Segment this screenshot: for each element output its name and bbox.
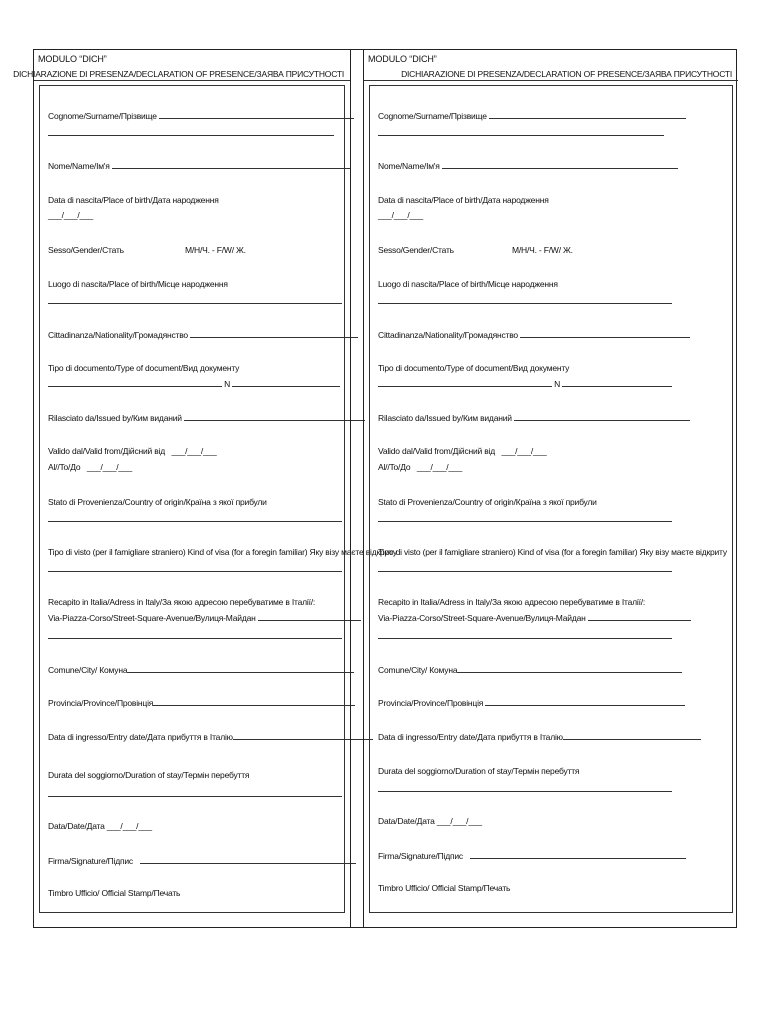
- province-field[interactable]: Provincia/Province/Провінція: [378, 697, 685, 708]
- visa-field[interactable]: Tipo di visto (per il famigliare straniero) Kind of visa (for a foregin familiar) Яку візу маєте відкриту: [48, 547, 397, 557]
- form-title: DICHIARAZIONE DI PRESENZA/DECLARATION OF PRESENCE/ЗАЯВА ПРИСУТНОСТІ: [13, 69, 344, 79]
- entry-date-field[interactable]: Data di ingresso/Entry date/Дата прибуття в Італію: [378, 731, 701, 742]
- form-header: [13, 50, 350, 81]
- origin-rule: [48, 521, 342, 522]
- pob-field[interactable]: Luogo di nascita/Place of birth/Місце народження: [378, 279, 558, 289]
- form-body: [369, 85, 733, 913]
- city-field[interactable]: Comune/City/ Комуна: [378, 664, 682, 675]
- address-rule: [378, 638, 672, 639]
- signature-field[interactable]: Firma/Signature/Підпис: [378, 850, 686, 861]
- stamp-field: Timbro Ufficio/ Official Stamp/Печать: [378, 883, 511, 893]
- date-field[interactable]: Data/Date/Дата ___/___/___: [48, 821, 152, 831]
- form-code: MODULO “DICH”: [38, 54, 107, 64]
- origin-rule: [378, 521, 672, 522]
- name-field[interactable]: Nome/Name/Ім'я: [48, 160, 350, 171]
- form-sheet: [13, 49, 737, 928]
- doc-number-field[interactable]: N: [378, 378, 672, 389]
- citizenship-field[interactable]: Cittadinanza/Nationality/Громадянство: [378, 329, 690, 340]
- visa-rule: [378, 571, 672, 572]
- valid-from-field[interactable]: Valido dal/Valid from/Дійсний від ___/___/___: [378, 446, 547, 456]
- surname-field[interactable]: Cognome/Surname/Прізвище: [48, 110, 354, 121]
- gender-options[interactable]: M/Н/Ч. - F/W/ Ж.: [512, 245, 573, 255]
- stay-field[interactable]: Durata del soggiorno/Duration of stay/Термін перебуття: [378, 766, 580, 776]
- form-header: [364, 50, 738, 81]
- form-title: DICHIARAZIONE DI PRESENZA/DECLARATION OF PRESENCE/ЗАЯВА ПРИСУТНОСТІ: [401, 69, 732, 79]
- city-field[interactable]: Comune/City/ Комуна: [48, 664, 354, 675]
- gender-field: Sesso/Gender/Стать: [378, 245, 454, 255]
- dob-blank[interactable]: ___/___/___: [48, 210, 94, 220]
- visa-field[interactable]: Tipo di visto (per il famigliare straniero) Kind of visa (for a foregin familiar) Яку візу маєте відкриту: [378, 547, 727, 557]
- surname-rule: [48, 135, 334, 136]
- name-field[interactable]: Nome/Name/Ім'я: [378, 160, 678, 171]
- doc-number-field[interactable]: N: [48, 378, 340, 389]
- province-field[interactable]: Provincia/Province/Провінція: [48, 697, 355, 708]
- form-code: MODULO “DICH”: [368, 54, 437, 64]
- gender-options[interactable]: M/Н/Ч. - F/W/ Ж.: [185, 245, 246, 255]
- signature-field[interactable]: Firma/Signature/Підпис: [48, 855, 356, 866]
- issued-by-field[interactable]: Rilasciato da/Issued by/Ким виданий: [48, 412, 365, 423]
- stamp-field: Timbro Ufficio/ Official Stamp/Печать: [48, 888, 181, 898]
- visa-rule: [48, 571, 342, 572]
- doc-type-field[interactable]: Tipo di documento/Type of document/Вид документу: [48, 363, 240, 373]
- valid-to-field[interactable]: Al//To/До ___/___/___: [378, 462, 462, 472]
- gender-field: Sesso/Gender/Стать: [48, 245, 124, 255]
- stay-rule: [48, 796, 342, 797]
- column-divider: [350, 50, 364, 927]
- pob-field[interactable]: Luogo di nascita/Place of birth/Місце народження: [48, 279, 228, 289]
- stay-rule: [378, 791, 672, 792]
- dob-blank[interactable]: ___/___/___: [378, 210, 424, 220]
- dob-field[interactable]: Data di nascita/Place of birth/Дата народження: [378, 195, 549, 205]
- pob-rule: [378, 303, 672, 304]
- dob-field[interactable]: Data di nascita/Place of birth/Дата народження: [48, 195, 219, 205]
- street-field[interactable]: Via-Piazza-Corso/Street-Square-Avenue/Вулиця-Майдан: [48, 612, 361, 623]
- street-field[interactable]: Via-Piazza-Corso/Street-Square-Avenue/Вулиця-Майдан: [378, 612, 691, 623]
- form-body: [39, 85, 397, 913]
- surname-rule: [378, 135, 664, 136]
- entry-date-field[interactable]: Data di ingresso/Entry date/Дата прибуття в Італію: [48, 731, 373, 742]
- address-rule: [48, 638, 342, 639]
- valid-to-field[interactable]: Al//To/До ___/___/___: [48, 462, 132, 472]
- address-field[interactable]: Recapito in Italia/Adress in Italy/За якою адресою перебуватиме в Італії/:: [378, 597, 646, 607]
- stay-field[interactable]: Durata del soggiorno/Duration of stay/Термін перебуття: [48, 770, 250, 780]
- surname-field[interactable]: Cognome/Surname/Прізвище: [378, 110, 686, 121]
- origin-field[interactable]: Stato di Provenienza/Country of origin/Країна з якої прибули: [378, 497, 597, 507]
- pob-rule: [48, 303, 342, 304]
- date-field[interactable]: Data/Date/Дата ___/___/___: [378, 816, 482, 826]
- doc-type-field[interactable]: Tipo di documento/Type of document/Вид документу: [378, 363, 570, 373]
- address-field[interactable]: Recapito in Italia/Adress in Italy/За якою адресою перебуватиме в Італії/:: [48, 597, 316, 607]
- origin-field[interactable]: Stato di Provenienza/Country of origin/Країна з якої прибули: [48, 497, 267, 507]
- valid-from-field[interactable]: Valido dal/Valid from/Дійсний від ___/___/___: [48, 446, 217, 456]
- citizenship-field[interactable]: Cittadinanza/Nationality/Громадянство: [48, 329, 358, 340]
- issued-by-field[interactable]: Rilasciato da/Issued by/Ким виданий: [378, 412, 690, 423]
